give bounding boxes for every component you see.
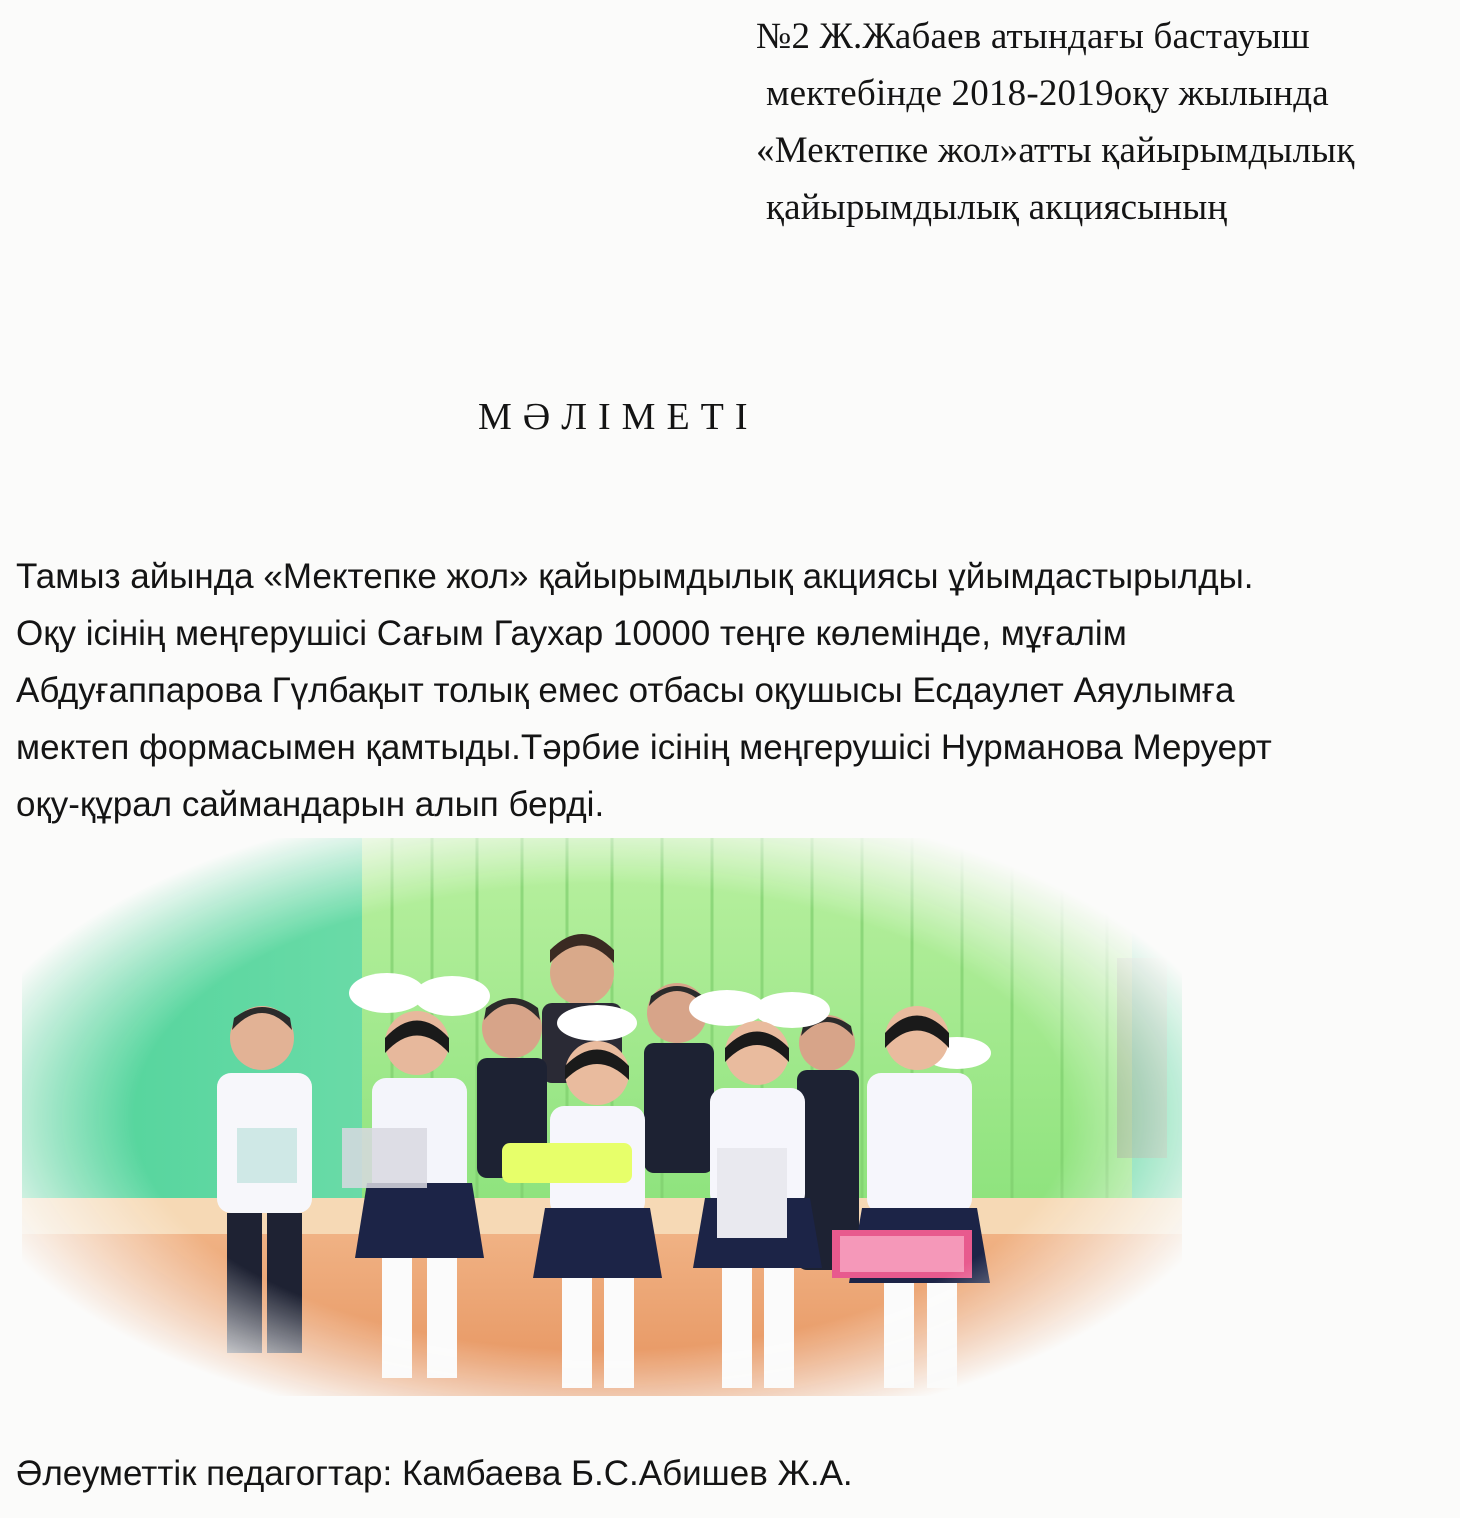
header-line: №2 Ж.Жабаев атындағы бастауыш xyxy=(756,16,1310,57)
body-line: Тамыз айында «Мектепке жол» қайырымдылық акциясы ұйымдастырылды. xyxy=(16,557,1254,596)
body-line: Абдуғаппарова Гүлбақыт толық емес отбасы оқушысы Есдаулет Аяулымға xyxy=(16,671,1235,710)
body-line: мектеп формасымен қамтыды.Тәрбие ісінің меңгерушісі Нурманова Меруерт xyxy=(16,728,1272,767)
body-line: Оқу ісінің меңгерушісі Сағым Гаухар 10000 теңге көлемінде, мұғалім xyxy=(16,614,1127,653)
group-photo xyxy=(22,838,1182,1396)
header-line: қайырымдылық акциясының xyxy=(766,187,1228,228)
footer-signature: Әлеуметтік педагогтар: Камбаева Б.С.Абишев Ж.А. xyxy=(16,1454,853,1493)
header-line: «Мектепке жол»атты қайырымдылық xyxy=(756,130,1355,171)
header-line: мектебінде 2018-2019оқу жылында xyxy=(766,73,1329,114)
body-paragraph xyxy=(16,548,1456,833)
header-block xyxy=(756,8,1456,236)
document-title: МӘЛІМЕТІ xyxy=(478,396,759,438)
body-line: оқу-құрал саймандарын алып берді. xyxy=(16,785,605,824)
